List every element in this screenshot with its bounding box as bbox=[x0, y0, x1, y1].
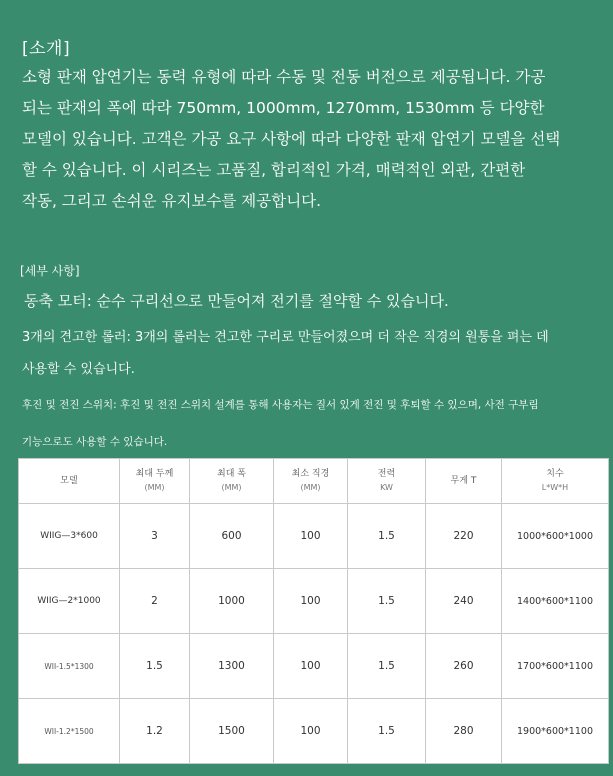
detail-rollers bbox=[22, 322, 602, 386]
cell-dimensions: 1900*600*1100 bbox=[502, 699, 609, 764]
header-min-diameter: 최소 직경 (MM) bbox=[274, 459, 348, 504]
cell-power: 1.5 bbox=[348, 699, 426, 764]
intro-line: 소형 판재 압연기는 동력 유형에 따라 수동 및 전동 버전으로 제공됩니다. 가공 bbox=[22, 68, 546, 86]
header-model: 모델 bbox=[19, 459, 120, 504]
cell-weight: 240 bbox=[426, 569, 502, 634]
cell-weight: 220 bbox=[426, 504, 502, 569]
table-header-row bbox=[19, 459, 609, 504]
cell-max-thickness: 1.5 bbox=[120, 634, 190, 699]
cell-model: WIIG—2*1000 bbox=[19, 569, 120, 634]
cell-dimensions: 1000*600*1000 bbox=[502, 504, 609, 569]
cell-max-width: 600 bbox=[190, 504, 274, 569]
intro-line: 작동, 그리고 손쉬운 유지보수를 제공합니다. bbox=[22, 192, 322, 210]
table-row bbox=[19, 504, 609, 569]
table-row bbox=[19, 634, 609, 699]
table-row bbox=[19, 699, 609, 764]
detail-switch bbox=[22, 387, 602, 461]
cell-min-diameter: 100 bbox=[274, 634, 348, 699]
cell-power: 1.5 bbox=[348, 569, 426, 634]
cell-max-width: 1500 bbox=[190, 699, 274, 764]
intro-line: 모델이 있습니다. 고객은 가공 요구 사항에 따라 다양한 판재 압연기 모델을 선택 bbox=[22, 130, 561, 148]
cell-power: 1.5 bbox=[348, 504, 426, 569]
header-max-width: 최대 폭 (MM) bbox=[190, 459, 274, 504]
cell-dimensions: 1700*600*1100 bbox=[502, 634, 609, 699]
table-row bbox=[19, 569, 609, 634]
cell-model: WIIG—3*600 bbox=[19, 504, 120, 569]
header-max-thickness: 최대 두께 (MM) bbox=[120, 459, 190, 504]
detail-line: 3개의 견고한 롤러: 3개의 롤러는 견고한 구리로 만들어졌으며 더 작은 직경의 원통을 펴는 데 bbox=[22, 330, 549, 345]
header-dimensions: 치수 L*W*H bbox=[502, 459, 609, 504]
intro-paragraph bbox=[22, 62, 602, 217]
cell-min-diameter: 100 bbox=[274, 569, 348, 634]
intro-line: 할 수 있습니다. 이 시리즈는 고품질, 합리적인 가격, 매력적인 외관, 간편한 bbox=[22, 161, 526, 179]
cell-max-thickness: 1.2 bbox=[120, 699, 190, 764]
cell-max-width: 1300 bbox=[190, 634, 274, 699]
cell-model: WII-1.2*1500 bbox=[19, 699, 120, 764]
cell-max-width: 1000 bbox=[190, 569, 274, 634]
header-weight: 무게 T bbox=[426, 459, 502, 504]
cell-power: 1.5 bbox=[348, 634, 426, 699]
details-heading: [세부 사항] bbox=[20, 264, 80, 278]
cell-max-thickness: 3 bbox=[120, 504, 190, 569]
cell-model: WII-1.5*1300 bbox=[19, 634, 120, 699]
header-power: 전력 KW bbox=[348, 459, 426, 504]
cell-min-diameter: 100 bbox=[274, 504, 348, 569]
detail-line: 후진 및 전진 스위치: 후진 및 전진 스위치 설계를 통해 사용자는 질서 있게 전진 및 후퇴할 수 있으며, 사전 구부림 bbox=[22, 399, 539, 411]
intro-line: 되는 판재의 폭에 따라 750mm, 1000mm, 1270mm, 1530mm 등 다양한 bbox=[22, 99, 545, 117]
spec-table bbox=[18, 458, 609, 764]
detail-copper-motor: 동축 모터: 순수 구리선으로 만들어져 전기를 절약할 수 있습니다. bbox=[24, 292, 449, 310]
cell-dimensions: 1400*600*1100 bbox=[502, 569, 609, 634]
cell-min-diameter: 100 bbox=[274, 699, 348, 764]
intro-heading: [소개] bbox=[22, 39, 71, 59]
cell-max-thickness: 2 bbox=[120, 569, 190, 634]
cell-weight: 280 bbox=[426, 699, 502, 764]
detail-line: 사용할 수 있습니다. bbox=[22, 362, 135, 377]
detail-line: 기능으로도 사용할 수 있습니다. bbox=[22, 436, 168, 448]
cell-weight: 260 bbox=[426, 634, 502, 699]
